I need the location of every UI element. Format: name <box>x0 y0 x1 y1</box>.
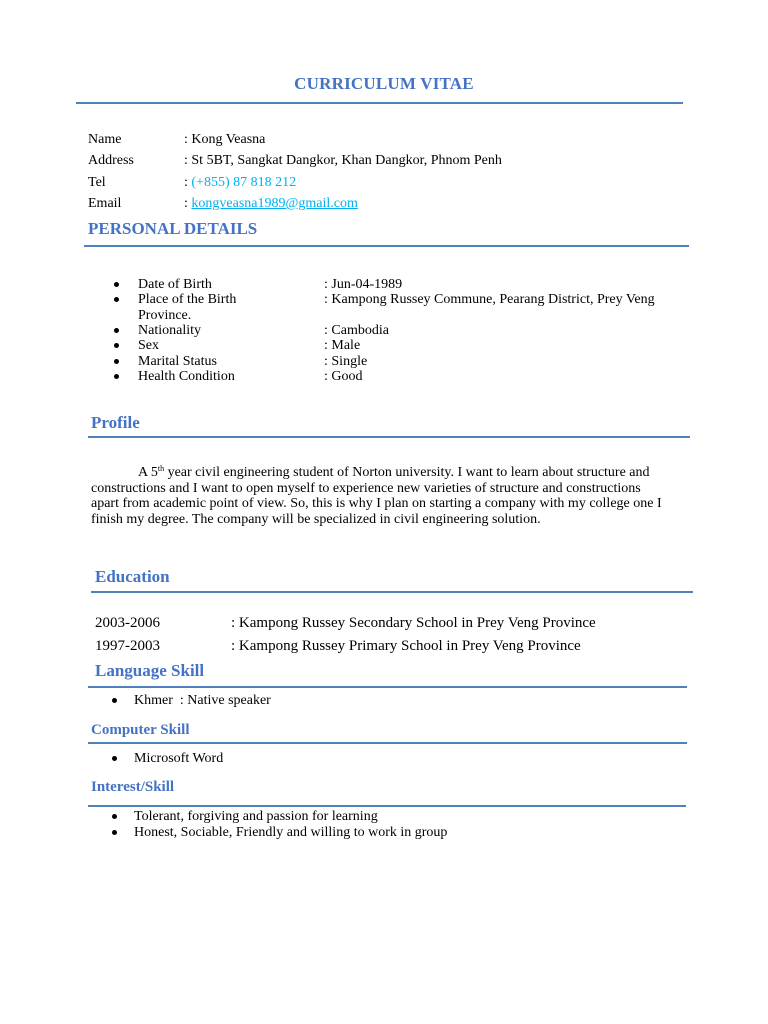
bullet-dot <box>114 343 119 348</box>
tel-number[interactable]: (+855) 87 818 212 <box>191 175 297 190</box>
bullet-dot <box>112 698 117 703</box>
education-school-2: : Kampong Russey Primary School in Prey Veng Province <box>231 638 581 654</box>
profile-line-1: A 5th year civil engineering student of Norton university. I want to learn about structure and <box>138 464 650 480</box>
detail-birthplace-continued: Province. <box>138 308 192 323</box>
bullet-dot <box>112 830 117 835</box>
profile-divider <box>88 436 690 438</box>
detail-value-birthplace: : Kampong Russey Commune, Pearang District, Prey Veng <box>324 292 655 307</box>
bullet-dot <box>114 328 119 333</box>
education-divider <box>91 591 693 593</box>
title-divider <box>76 102 683 104</box>
detail-value-dob: : Jun-04-1989 <box>324 277 403 292</box>
detail-label-sex: Sex <box>138 338 159 353</box>
contact-value-name: : Kong Veasna <box>184 132 266 147</box>
profile-heading: Profile <box>91 413 140 432</box>
computer-skill-divider <box>88 742 687 744</box>
interest-skill-heading: Interest/Skill <box>91 779 175 795</box>
profile-line-4: finish my degree. The company will be specialized in civil engineering solution. <box>91 511 541 527</box>
detail-value-sex: : Male <box>324 338 361 353</box>
email-link[interactable]: kongveasna1989@gmail.com <box>191 196 358 211</box>
personal-details-heading: PERSONAL DETAILS <box>88 219 258 238</box>
email-prefix: : <box>184 196 192 211</box>
language-skill-item: Khmer : Native speaker <box>134 693 271 708</box>
education-years-1: 2003-2006 <box>95 615 160 631</box>
bullet-dot <box>114 297 119 302</box>
computer-skill-item: Microsoft Word <box>134 751 224 766</box>
bullet-dot <box>112 814 117 819</box>
contact-label-tel: Tel <box>88 175 106 190</box>
education-years-2: 1997-2003 <box>95 638 160 654</box>
bullet-dot <box>112 756 117 761</box>
interest-skill-item-1: Tolerant, forgiving and passion for learning <box>134 809 378 824</box>
interest-skill-divider <box>88 805 686 807</box>
language-skill-heading: Language Skill <box>95 661 205 680</box>
page-title: CURRICULUM VITAE <box>294 74 474 93</box>
education-heading: Education <box>95 567 170 586</box>
contact-value-email <box>184 196 358 212</box>
detail-label-health: Health Condition <box>138 369 235 384</box>
detail-label-birthplace: Place of the Birth <box>138 292 237 307</box>
detail-value-marital: : Single <box>324 354 368 369</box>
contact-value-tel <box>184 175 296 191</box>
computer-skill-heading: Computer Skill <box>91 722 190 738</box>
language-skill-divider <box>88 686 687 688</box>
contact-value-address: : St 5BT, Sangkat Dangkor, Khan Dangkor, Phnom Penh <box>184 153 502 168</box>
profile-paragraph <box>91 465 691 527</box>
education-school-1: : Kampong Russey Secondary School in Prey Veng Province <box>231 615 596 631</box>
bullet-dot <box>114 374 119 379</box>
detail-label-marital: Marital Status <box>138 354 217 369</box>
bullet-dot <box>114 282 119 287</box>
personal-details-divider <box>84 245 689 247</box>
interest-skill-item-2: Honest, Sociable, Friendly and willing to work in group <box>134 825 448 840</box>
contact-label-email: Email <box>88 196 122 211</box>
bullet-dot <box>114 359 119 364</box>
detail-label-dob: Date of Birth <box>138 277 212 292</box>
detail-value-nationality: : Cambodia <box>324 323 389 338</box>
contact-label-name: Name <box>88 132 122 147</box>
detail-label-nationality: Nationality <box>138 323 201 338</box>
tel-prefix: : <box>184 175 192 190</box>
detail-value-health: : Good <box>324 369 363 384</box>
profile-line-3: apart from academic point of view. So, this is why I plan on starting a company with my college one I <box>91 496 662 512</box>
contact-label-address: Address <box>88 153 134 168</box>
profile-line-2: constructions and I want to open myself to experience new varieties of structure and constructions <box>91 480 641 496</box>
